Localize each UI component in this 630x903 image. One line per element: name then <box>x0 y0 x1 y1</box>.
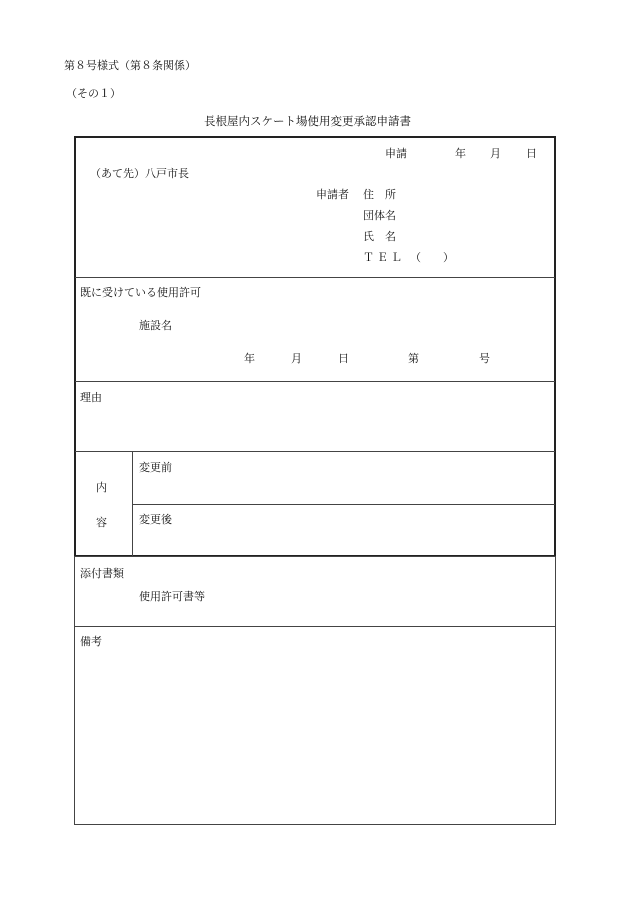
applicant-label: 申請者 <box>316 188 349 201</box>
remarks-label: 備考 <box>80 635 102 648</box>
form-number: 第８号様式（第８条関係） <box>64 59 196 72</box>
tel-label: ＴＥＬ <box>363 251 405 264</box>
page-title: 長根屋内スケート場使用変更承認申請書 <box>204 114 411 128</box>
group-name-label: 団体名 <box>363 209 396 222</box>
reason-label: 理由 <box>80 391 102 404</box>
permit-number-prefix: 第 <box>408 352 419 365</box>
before-change-label: 変更前 <box>139 461 172 474</box>
after-change-label: 変更後 <box>139 513 172 526</box>
form-subnumber: （その１） <box>66 87 121 100</box>
application-year-label: 年 <box>455 147 466 160</box>
permit-year-label: 年 <box>244 352 255 365</box>
attachment-item: 使用許可書等 <box>139 590 205 603</box>
contents-label-char-2: 容 <box>96 516 107 529</box>
permit-day-label: 日 <box>338 352 349 365</box>
attachments-label: 添付書類 <box>80 567 124 580</box>
address-label: 住 所 <box>363 188 396 201</box>
name-label: 氏 名 <box>363 230 396 243</box>
application-day-label: 日 <box>526 147 537 160</box>
divider-attachments <box>75 626 555 627</box>
main-form-frame <box>74 136 556 557</box>
application-date-label: 申請 <box>385 147 407 160</box>
tel-parentheses: （ ） <box>410 251 454 264</box>
addressee: （あて先）八戸市長 <box>90 167 189 180</box>
existing-permit-label: 既に受けている使用許可 <box>80 286 201 299</box>
permit-month-label: 月 <box>291 352 302 365</box>
facility-name-label: 施設名 <box>139 319 172 332</box>
divider-reason <box>75 451 555 452</box>
divider-permit <box>75 381 555 382</box>
permit-number-suffix: 号 <box>479 352 490 365</box>
divider-contents-label <box>132 451 133 556</box>
contents-label-char-1: 内 <box>96 481 107 494</box>
divider-before-after <box>133 504 555 505</box>
application-month-label: 月 <box>490 147 501 160</box>
divider-applicant <box>75 277 555 278</box>
